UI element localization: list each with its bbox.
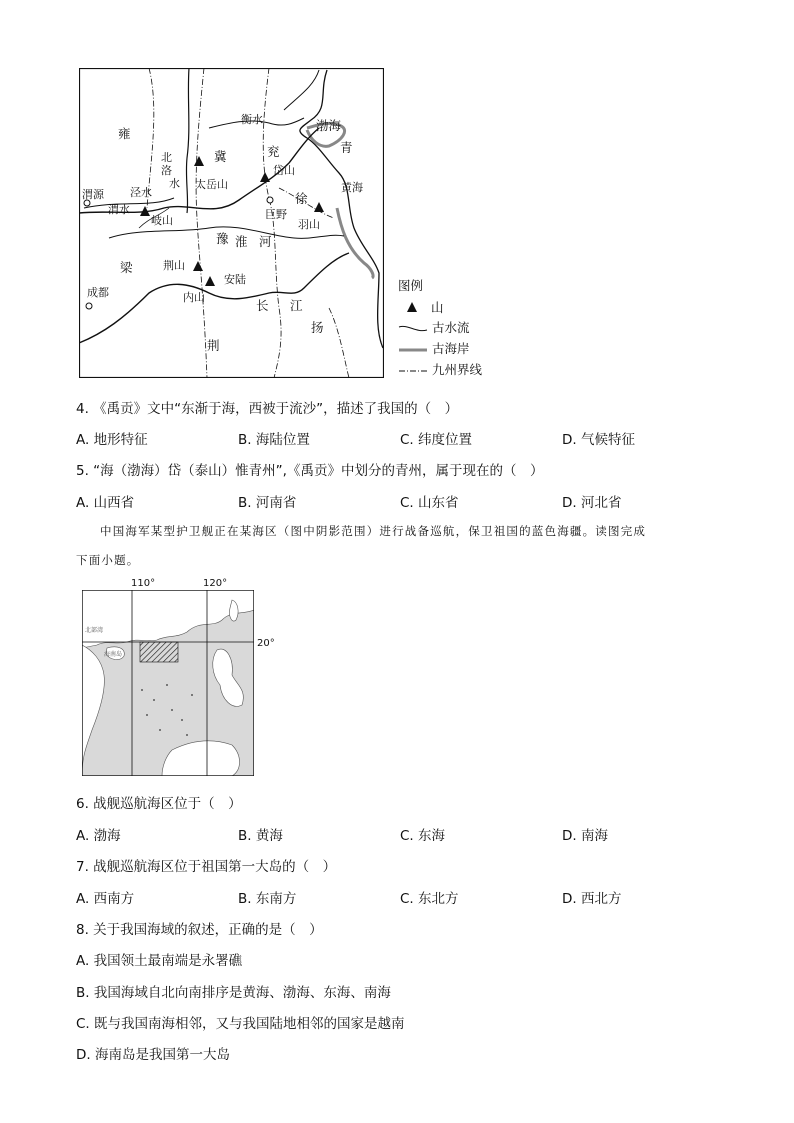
boundary-line-icon xyxy=(398,366,428,376)
map-label: 豫 xyxy=(216,231,229,246)
q5-option-a[interactable]: A. 山西省 xyxy=(76,495,135,511)
map-label: 徐 xyxy=(295,191,308,206)
q6-option-a[interactable]: A. 渤海 xyxy=(76,828,121,844)
map-label: 岐山 xyxy=(151,214,173,227)
intro-line-1: 中国海军某型护卫舰正在某海区（图中阴影范围）进行战备巡航，保卫祖国的蓝色海疆。读图完成 xyxy=(100,524,647,538)
city-marker xyxy=(267,197,273,203)
q6-option-b[interactable]: B. 黄海 xyxy=(238,828,283,844)
beibuwan-label: 北部湾 xyxy=(85,627,104,634)
intro-line-2: 下面小题。 xyxy=(76,553,140,567)
map-label: 泾水 xyxy=(130,186,152,199)
map-label: 岱山 xyxy=(273,164,295,177)
legend-title: 图例 xyxy=(398,278,424,293)
question-7-stem: 7. 战舰巡航海区位于祖国第一大岛的（ ） xyxy=(76,859,337,875)
q8-option-c[interactable]: C. 既与我国南海相邻，又与我国陆地相邻的国家是越南 xyxy=(76,1016,405,1032)
lon-120-label: 120° xyxy=(203,578,228,589)
q8-option-a[interactable]: A. 我国领土最南端是永署礁 xyxy=(76,953,243,969)
map-label: 河 xyxy=(259,234,272,249)
svg-text:水: 水 xyxy=(169,177,180,190)
question-6-stem: 6. 战舰巡航海区位于（ ） xyxy=(76,796,242,812)
map-label: 冀 xyxy=(214,149,227,164)
q4-option-b[interactable]: B. 海陆位置 xyxy=(238,432,310,448)
mountain-icon xyxy=(407,302,417,312)
legend-coast: 古海岸 xyxy=(398,339,470,357)
map-label: 安陆 xyxy=(224,273,246,286)
map-label: 荆山 xyxy=(163,259,185,272)
q8-option-b[interactable]: B. 我国海域自北向南排序是黄海、渤海、东海、南海 xyxy=(76,985,391,1001)
q7-option-d[interactable]: D. 西北方 xyxy=(562,891,622,907)
q7-option-b[interactable]: B. 东南方 xyxy=(238,891,297,907)
q7-option-c[interactable]: C. 东北方 xyxy=(400,891,459,907)
lat-20-label: 20° xyxy=(257,638,275,649)
q5-option-d[interactable]: D. 河北省 xyxy=(562,495,622,511)
q6-option-c[interactable]: C. 东海 xyxy=(400,828,446,844)
map-label: 羽山 xyxy=(298,218,320,231)
city-marker xyxy=(86,303,92,309)
coast-line-icon xyxy=(398,345,428,355)
map-label: 青 xyxy=(340,140,353,155)
svg-text:洛: 洛 xyxy=(161,164,172,177)
map-label: 渤海 xyxy=(316,118,342,133)
ancient-nine-provinces-map xyxy=(79,68,384,378)
map-label: 黄海 xyxy=(341,181,363,194)
map-label: 成都 xyxy=(87,286,109,299)
question-5-stem: 5. “海（渤海）岱（泰山）惟青州”,《禹贡》中划分的青州，属于现在的（ ） xyxy=(76,463,544,479)
map-label: 渭源 xyxy=(82,188,104,201)
map-label: 雍 xyxy=(118,126,131,141)
q7-option-a[interactable]: A. 西南方 xyxy=(76,891,135,907)
map-label: 淮 xyxy=(235,234,248,249)
map-label: 太岳山 xyxy=(195,178,228,191)
q4-option-d[interactable]: D. 气候特征 xyxy=(562,432,635,448)
q4-option-a[interactable]: A. 地形特征 xyxy=(76,432,148,448)
map-label: 巨野 xyxy=(265,208,287,221)
map-label: 长 xyxy=(256,298,269,313)
river-line-icon xyxy=(398,324,428,334)
map-label: 梁 xyxy=(120,260,133,275)
hainan-label: 海南岛 xyxy=(104,651,123,658)
q5-option-b[interactable]: B. 河南省 xyxy=(238,495,297,511)
map-label: 荆 xyxy=(207,338,220,353)
svg-text:北: 北 xyxy=(161,151,172,164)
south-china-sea-map xyxy=(82,590,254,776)
map-label: 衡水 xyxy=(241,113,263,126)
map-label: 江 xyxy=(290,298,303,313)
q5-option-c[interactable]: C. 山东省 xyxy=(400,495,459,511)
map-label: 兖 xyxy=(267,144,280,159)
map-label: 渭水 xyxy=(108,203,130,216)
q4-option-c[interactable]: C. 纬度位置 xyxy=(400,432,473,448)
q6-option-d[interactable]: D. 南海 xyxy=(562,828,608,844)
map-label: 扬 xyxy=(311,320,324,335)
map-label: 内山 xyxy=(183,291,205,304)
legend-mountain: 山 xyxy=(398,298,444,316)
question-4-stem: 4. 《禹贡》文中“东渐于海，西被于流沙”，描述了我国的（ ） xyxy=(76,401,459,417)
legend-boundary: 九州界线 xyxy=(398,360,482,378)
q8-option-d[interactable]: D. 海南岛是我国第一大岛 xyxy=(76,1047,230,1063)
legend-river: 古水流 xyxy=(398,318,470,336)
lon-110-label: 110° xyxy=(131,578,156,589)
patrol-area xyxy=(140,642,178,662)
question-8-stem: 8. 关于我国海域的叙述，正确的是（ ） xyxy=(76,922,323,938)
